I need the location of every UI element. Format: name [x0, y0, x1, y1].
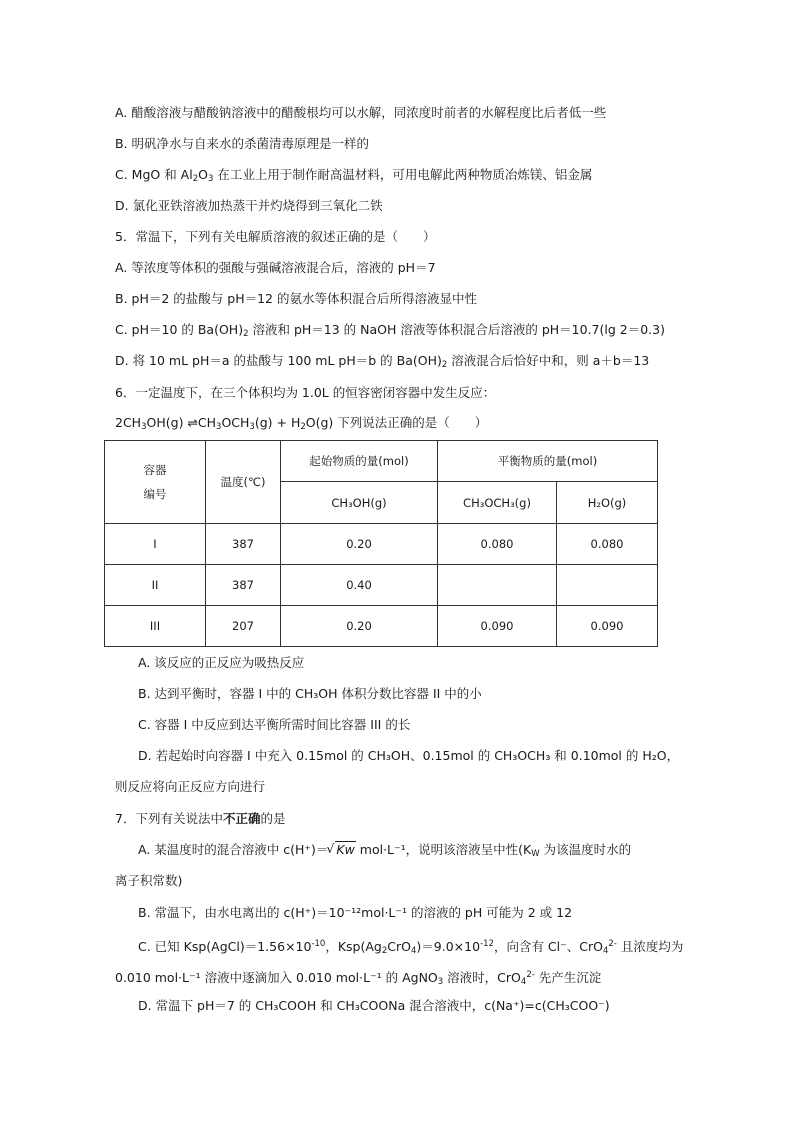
cell-start: 0.20	[281, 524, 438, 565]
cell-ether	[438, 565, 557, 606]
header-start-amount: 起始物质的量(mol)	[281, 441, 438, 482]
q4-option-c: C. MgO 和 $Al_2O_3$ 在工业上用于制作耐高温材料，可用电解此两种物质冶炼镁、铝金属	[115, 167, 593, 184]
q7-option-c-line2: 0.010 mol·L⁻¹ 溶液中逐滴加入 0.010 mol·L⁻¹ 的 AgNO$_3$ 溶液时，CrO$_4^{2-}$ 先产生沉淀	[115, 970, 602, 987]
table-row	[105, 606, 658, 647]
q5-option-b: B. pH＝2 的盐酸与 pH＝12 的氨水等体积混合后所得溶液显中性	[115, 291, 477, 306]
q7-option-a-line2: 离子积常数)	[115, 873, 183, 888]
q6-stem: 6．一定温度下，在三个体积均为 1.0L 的恒容密闭容器中发生反应：	[115, 385, 496, 400]
q4-option-a: A. 醋酸溶液与醋酸钠溶液中的醋酸根均可以水解，同浓度时前者的水解程度比后者低一些	[115, 105, 607, 120]
q5-option-c: C. pH＝10 的 $Ba(OH)_2$ 溶液和 pH＝13 的 NaOH 溶液等体积混合后溶液的 pH＝10.7(lg 2＝0.3)	[115, 322, 665, 339]
q7-stem: 7．下列有关说法中不正确的是	[115, 811, 286, 826]
q6-equation: $2CH_3OH(g)$ $\rightleftharpoons CH_3OCH_3(g) + H_2O(g)$ 下列说法正确的是（ ）	[115, 415, 488, 432]
q6-option-d-line2: 则反应将向正反应方向进行	[115, 779, 266, 794]
cell-id: II	[105, 565, 206, 606]
cell-id: I	[105, 524, 206, 565]
q5-option-d: D. 将 10 mL pH＝a 的盐酸与 100 mL pH＝b 的 $Ba(OH)_2$ 溶液混合后恰好中和，则 a＋b＝13	[115, 353, 650, 370]
cell-water: 0.080	[557, 524, 658, 565]
cell-id: III	[105, 606, 206, 647]
cell-start: 0.20	[281, 606, 438, 647]
cell-water	[557, 565, 658, 606]
cell-temp: 207	[206, 606, 281, 647]
q5-stem: 5．常温下，下列有关电解质溶液的叙述正确的是（ ）	[115, 229, 436, 244]
table-row	[105, 565, 658, 606]
cell-temp: 387	[206, 524, 281, 565]
header-h2o: H₂O(g)	[557, 482, 658, 524]
q6-option-a: A. 该反应的正反应为吸热反应	[138, 655, 305, 670]
q6-option-c: C. 容器 I 中反应到达平衡所需时间比容器 III 的长	[138, 717, 411, 732]
q4-option-d: D. 氯化亚铁溶液加热蒸干并灼烧得到三氧化二铁	[115, 198, 383, 213]
header-ch3och3: CH₃OCH₃(g)	[438, 482, 557, 524]
cell-temp: 387	[206, 565, 281, 606]
cell-water: 0.090	[557, 606, 658, 647]
q7-option-d: D. 常温下 pH＝7 的 CH₃COOH 和 CH₃COONa 混合溶液中，c(Na⁺)=c(CH₃COO⁻)	[138, 998, 610, 1013]
q7-option-b: B. 常温下，由水电离出的 c(H⁺)＝10⁻¹²mol·L⁻¹ 的溶液的 pH 可能为 2 或 12	[138, 905, 573, 920]
header-equilibrium-amount: 平衡物质的量(mol)	[438, 441, 658, 482]
header-temperature: 温度(℃)	[206, 441, 281, 524]
q4-option-b: B. 明矾净水与自来水的杀菌清毒原理是一样的	[115, 136, 370, 151]
cell-start: 0.40	[281, 565, 438, 606]
q5-option-a: A. 等浓度等体积的强酸与强碱溶液混合后，溶液的 pH＝7	[115, 260, 436, 275]
cell-ether: 0.090	[438, 606, 557, 647]
header-ch3oh: CH₃OH(g)	[281, 482, 438, 524]
q6-option-b: B. 达到平衡时，容器 I 中的 CH₃OH 体积分数比容器 II 中的小	[138, 686, 482, 701]
cell-ether: 0.080	[438, 524, 557, 565]
q7-option-c-line1: C. 已知 $Ksp(AgCl)=1.56\times 10^{-10}$，$Ksp(Ag_2CrO_4)=9.0\times 10^{-12}$，向含有 Cl⁻、CrO$_4^{2-}$ 且浓度均为	[138, 939, 684, 956]
equilibrium-table	[104, 440, 658, 647]
q7-option-a-line1: A. 某温度时的混合溶液中 c(H⁺)＝√ Kw mol·L⁻¹，说明该溶液呈中性($K_W$ 为该温度时水的	[138, 841, 631, 863]
header-container: 容器 编号	[105, 441, 206, 524]
q6-option-d-line1: D. 若起始时向容器 I 中充入 0.15mol 的 CH₃OH、0.15mol 的 CH₃OCH₃ 和 0.10mol 的 H₂O，	[138, 748, 680, 763]
table-row	[105, 524, 658, 565]
